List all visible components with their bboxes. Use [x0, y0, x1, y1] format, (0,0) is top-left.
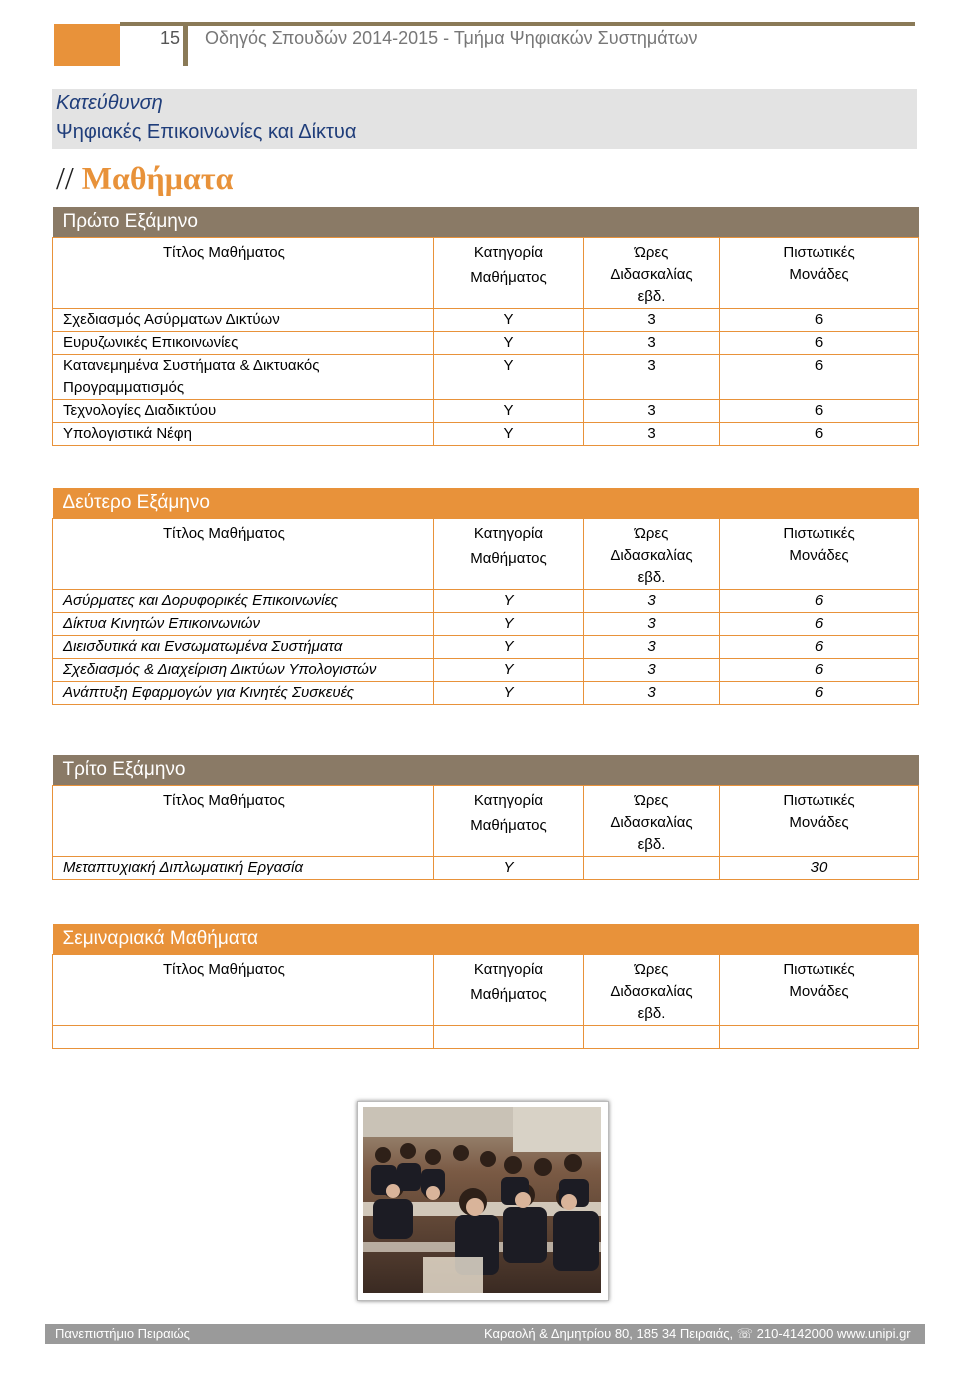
header-hours: [584, 238, 720, 309]
header-hours-line2: Διδασκαλίας: [610, 814, 693, 831]
semester-table: [52, 755, 919, 880]
course-title: Σχεδιασμός & Διαχείριση Δικτύων Υπολογιστών: [53, 659, 434, 682]
table-header-row: [53, 786, 919, 857]
table-row: [53, 423, 919, 446]
table-row: [53, 682, 919, 705]
course-credits: 6: [720, 309, 919, 332]
header-category-line1: Κατηγορία: [473, 792, 544, 809]
semester-band: [53, 207, 919, 238]
table-header-row: [53, 519, 919, 590]
course-credits: 6: [720, 355, 919, 400]
semester-band: [53, 488, 919, 519]
table-row: [53, 613, 919, 636]
course-category: Υ: [434, 636, 584, 659]
semester-title: Σεμιναριακά Μαθήματα: [53, 924, 919, 955]
course-category: Υ: [434, 332, 584, 355]
classroom-photo-icon: [363, 1107, 601, 1293]
course-hours: 3: [584, 636, 720, 659]
header-hours-line3: εβδ.: [637, 288, 666, 305]
table-row: [53, 400, 919, 423]
header-category: [434, 519, 584, 590]
course-title: Τεχνολογίες Διαδικτύου: [53, 400, 434, 423]
header-title: Τίτλος Μαθήματος: [53, 519, 434, 590]
header-title: Οδηγός Σπουδών 2014-2015 - Τμήμα Ψηφιακών Συστημάτων: [205, 28, 698, 48]
header-credits: [720, 955, 919, 1026]
header-hours-line3: εβδ.: [637, 1005, 666, 1022]
header-hours-line3: εβδ.: [637, 569, 666, 586]
header-category: [434, 238, 584, 309]
footer-address: Καραολή & Δημητρίου 80, 185 34 Πειραιάς,: [484, 1326, 734, 1341]
semester-band: [53, 755, 919, 786]
header-credits: [720, 786, 919, 857]
header-hours: [584, 786, 720, 857]
semester-table: [52, 488, 919, 705]
course-title: Ανάπτυξη Εφαρμογών για Κινητές Συσκευές: [53, 682, 434, 705]
header-credits-line1: Πιστωτικές: [783, 961, 855, 978]
course-title: Υπολογιστικά Νέφη: [53, 423, 434, 446]
header-hours-line1: Ώρες: [634, 792, 669, 809]
table-row: [53, 636, 919, 659]
header-credits-line1: Πιστωτικές: [783, 244, 855, 261]
footer-contact: [484, 1326, 911, 1342]
course-category: Υ: [434, 613, 584, 636]
course-credits: 30: [720, 857, 919, 880]
course-hours: 3: [584, 682, 720, 705]
course-hours: 3: [584, 613, 720, 636]
table-row: [53, 355, 919, 400]
header-credits-line2: Μονάδες: [789, 983, 849, 1000]
header-credits: [720, 519, 919, 590]
header-credits-line2: Μονάδες: [789, 266, 849, 283]
header-hours-line2: Διδασκαλίας: [610, 266, 693, 283]
header-hours-line3: εβδ.: [637, 836, 666, 853]
course-title: Ασύρματες και Δορυφορικές Επικοινωνίες: [53, 590, 434, 613]
course-hours: 3: [584, 355, 720, 400]
courses-heading: [56, 160, 233, 197]
header-hours-line1: Ώρες: [634, 244, 669, 261]
course-credits: 6: [720, 590, 919, 613]
header-category-line2: Μαθήματος: [470, 817, 547, 834]
footer-university: Πανεπιστήμιο Πειραιώς: [55, 1326, 190, 1341]
header-category-line1: Κατηγορία: [473, 525, 544, 542]
header-credits: [720, 238, 919, 309]
course-credits: 6: [720, 659, 919, 682]
heading-title: Μαθήματα: [81, 160, 234, 196]
semester-table: [52, 207, 919, 446]
header-category-line2: Μαθήματος: [470, 269, 547, 286]
header-hours-line2: Διδασκαλίας: [610, 983, 693, 1000]
semester-title: Τρίτο Εξάμηνο: [53, 755, 919, 786]
course-category: Υ: [434, 682, 584, 705]
header-credits-line2: Μονάδες: [789, 814, 849, 831]
course-credits: 6: [720, 636, 919, 659]
course-title: Μεταπτυχιακή Διπλωματική Εργασία: [53, 857, 434, 880]
table-row: [53, 332, 919, 355]
course-title: Κατανεμημένα Συστήματα & Δικτυακός Προγραμματισμός: [53, 355, 434, 400]
course-category: Υ: [434, 400, 584, 423]
table-header-row: [53, 238, 919, 309]
course-category: Υ: [434, 355, 584, 400]
course-title: Διεισδυτικά και Ενσωματωμένα Συστήματα: [53, 636, 434, 659]
course-credits: 6: [720, 613, 919, 636]
course-category: Υ: [434, 590, 584, 613]
course-hours: 3: [584, 590, 720, 613]
course-hours: [584, 857, 720, 880]
header-hours-line1: Ώρες: [634, 961, 669, 978]
course-category: Υ: [434, 309, 584, 332]
table-row: [53, 590, 919, 613]
course-hours: 3: [584, 400, 720, 423]
course-credits: 6: [720, 682, 919, 705]
course-hours: 3: [584, 309, 720, 332]
header-hours: [584, 955, 720, 1026]
header-rule: [120, 22, 915, 26]
direction-name: Ψηφιακές Επικοινωνίες και Δίκτυα: [56, 121, 357, 143]
header-title: Τίτλος Μαθήματος: [53, 786, 434, 857]
table-row: [53, 309, 919, 332]
table-row: [53, 1026, 919, 1049]
course-hours: 3: [584, 423, 720, 446]
header-credits-line1: Πιστωτικές: [783, 792, 855, 809]
header-title: Τίτλος Μαθήματος: [53, 238, 434, 309]
course-title: Ευρυζωνικές Επικοινωνίες: [53, 332, 434, 355]
semester-title: Δεύτερο Εξάμηνο: [53, 488, 919, 519]
course-category: Υ: [434, 423, 584, 446]
phone-icon: ☏: [736, 1326, 754, 1341]
header-credits-line2: Μονάδες: [789, 547, 849, 564]
table-header-row: [53, 955, 919, 1026]
header-divider: [183, 24, 188, 66]
header-hours: [584, 519, 720, 590]
header-hours-line1: Ώρες: [634, 525, 669, 542]
course-credits: 6: [720, 400, 919, 423]
course-hours: 3: [584, 332, 720, 355]
header-category: [434, 955, 584, 1026]
course-title: Δίκτυα Κινητών Επικοινωνιών: [53, 613, 434, 636]
course-credits: 6: [720, 332, 919, 355]
heading-slashes: //: [56, 160, 74, 196]
header-hours-line2: Διδασκαλίας: [610, 547, 693, 564]
table-row: [53, 659, 919, 682]
course-title: Σχεδιασμός Ασύρματων Δικτύων: [53, 309, 434, 332]
course-category: Υ: [434, 857, 584, 880]
header-accent-block: [54, 24, 120, 66]
direction-label: Κατεύθυνση: [56, 92, 163, 114]
course-hours: 3: [584, 659, 720, 682]
header-category-line2: Μαθήματος: [470, 550, 547, 567]
footer-phone: 210-4142000: [756, 1326, 834, 1341]
header-category-line2: Μαθήματος: [470, 986, 547, 1003]
header-category-line1: Κατηγορία: [473, 961, 544, 978]
header-title: Τίτλος Μαθήματος: [53, 955, 434, 1026]
course-credits: 6: [720, 423, 919, 446]
footer-url[interactable]: www.unipi.gr: [836, 1326, 911, 1341]
page-number: 15: [159, 28, 180, 48]
semester-band: [53, 924, 919, 955]
semester-title: Πρώτο Εξάμηνο: [53, 207, 919, 238]
semester-table: [52, 924, 919, 1049]
table-row: [53, 857, 919, 880]
header-category: [434, 786, 584, 857]
course-category: Υ: [434, 659, 584, 682]
classroom-photo: [363, 1107, 601, 1293]
header-category-line1: Κατηγορία: [473, 244, 544, 261]
photo-frame: [357, 1101, 609, 1301]
header-credits-line1: Πιστωτικές: [783, 525, 855, 542]
